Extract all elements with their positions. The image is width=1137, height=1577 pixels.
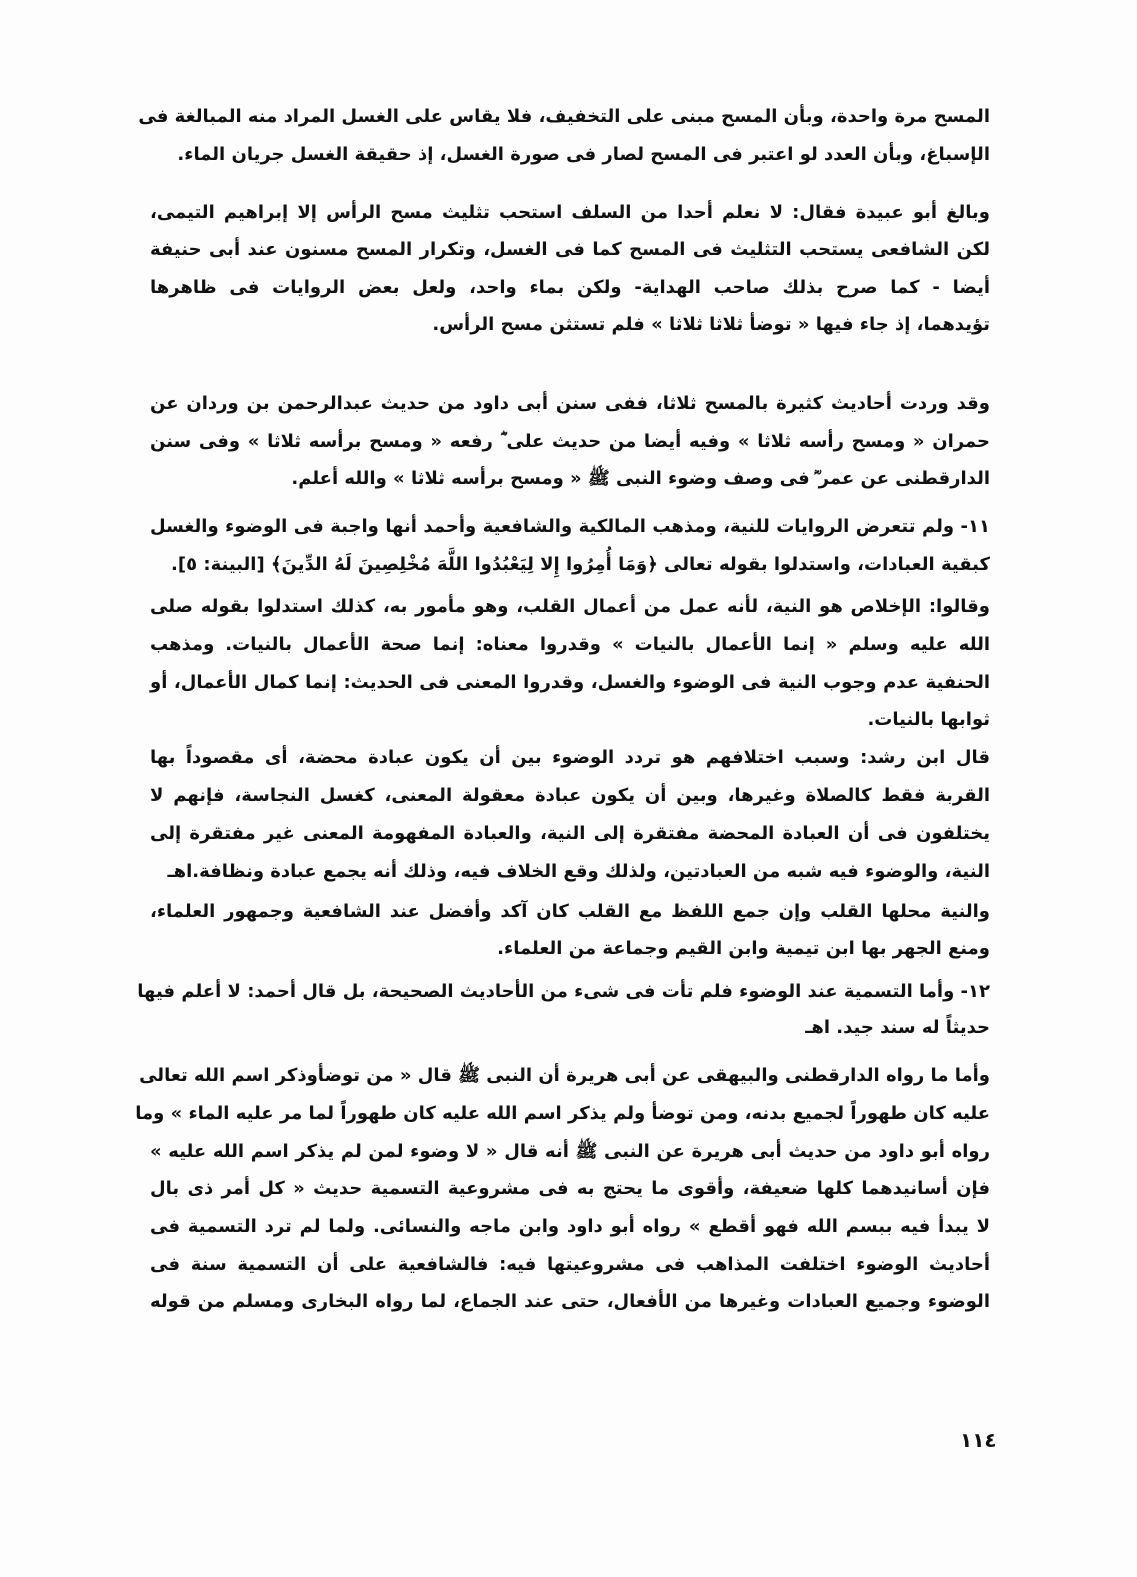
text-line: الله عليه وسلم « إنما الأعمال بالنيات » وقدروا معناه: إنما صحة الأعمال بالنيات. ومذهب [150,634,990,655]
text-line: والنية محلها القلب وإن جمع اللفظ مع القلب كان آكد وأفضل عند الشافعية وجمهور العلماء، [150,901,990,922]
text-line: الحنفية عدم وجوب النية فى الوضوء والغسل، وقدروا المعنى فى الحديث: إنما كمال الأعمال، أو [150,672,990,693]
text-span: كبقية العبادات، واستدلوا بقوله تعالى [664,554,990,575]
text-line: النية، والوضوء فيه شبه من العبادتين، ولذلك وقع الخلاف فيه، وذلك أنه يجمع عبادة ونظافة.اهـ [167,861,990,882]
text-line: لا يبدأ فيه ببسم الله فهو أقطع » رواه أبو داود وابن ماجه والنسائى. ولما لم ترد التسمية فى [150,1216,990,1237]
numbered-item-12-line: ١٢- وأما التسمية عند الوضوء فلم تأت فى شىء من الأحاديث الصحيحة، بل قال أحمد: لا أعلم فيها [137,981,990,1002]
text-line: المسح مرة واحدة، وبأن المسح مبنى على التخفيف، فلا يقاس على الغسل المراد منه المبالغة فى [138,106,990,127]
text-line: عليه كان طهوراً لجميع بدنه، ومن توضأ ولم يذكر اسم الله عليه كان طهوراً لما مر عليه الماء » وما [135,1103,990,1124]
quran-verse: ﴿وَمَا أُمِرُوا إِلا لِيَعْبُدُوا اللَّهَ مُخْلِصِينَ لَهُ الدِّينَ﴾ [270,554,658,575]
quran-reference: [البينة: ٥]. [171,554,265,575]
page-number: ١١٤ [960,1428,997,1452]
text-line: تؤيدهما، إذ جاء فيها « توضأ ثلاثا ثلاثا » فلم تستثن مسح الرأس. [432,314,990,335]
text-line: وبالغ أبو عبيدة فقال: لا نعلم أحدا من السلف استحب تثليث مسح الرأس إلا إبراهيم التيمى، [150,202,990,223]
text-line: وقالوا: الإخلاص هو النية، لأنه عمل من أعمال القلب، وهو مأمور به، كذلك استدلوا بقوله صلى [150,596,990,617]
text-line: الإسباغ، وبأن العدد لو اعتبر فى المسح لصار فى صورة الغسل، إذ حقيقة الغسل جريان الماء. [177,144,990,165]
text-line: الوضوء وجميع العبادات وغيرها من الأفعال، حتى عند الجماع، لما رواه البخارى ومسلم من قوله [150,1291,990,1312]
text-line: قال ابن رشد: وسبب اختلافهم هو تردد الوضوء بين أن يكون عبادة محضة، أى مقصوداً بها [150,747,990,768]
text-line: الدارقطنى عن عمر ؓ فى وصف وضوء النبى ﷺ « ومسح برأسه ثلاثا » والله أعلم. [291,468,990,489]
text-line: أحاديث الوضوء اختلفت المذاهب فى مشروعيتها فيه: فالشافعية على أن التسمية سنة فى [150,1254,990,1275]
numbered-item-11-line: ١١- ولم تتعرض الروايات للنية، ومذهب المالكية والشافعية وأحمد أنها واجبة فى الوضوء والغسل [150,516,990,537]
text-line: حمران « ومسح رأسه ثلاثا » وفيه أيضا من حديث على ؓ رفعه « ومسح برأسه ثلاثا » وفى سنن [150,431,990,452]
text-line: ثوابها بالنيات. [867,709,990,730]
text-line: ومنع الجهر بها ابن تيمية وابن القيم وجماعة من العلماء. [497,938,990,959]
text-line: يختلفون فى أن العبادة المحضة مفتقرة إلى النية، والعبادة المفهومة المعنى غير مفتقرة إلى [150,823,990,844]
text-line: رواه أبو داود من حديث أبى هريرة عن النبى ﷺ أنه قال « لا وضوء لمن لم يذكر اسم الله عليه » [150,1141,990,1162]
text-line: القربة فقط كالصلاة وغيرها، وبين أن يكون عبادة معقولة المعنى، كغسل النجاسة، فإنهم لا [150,785,990,806]
text-line: فإن أسانيدهما كلها ضعيفة، وأقوى ما يحتج به فى مشروعية التسمية حديث « كل أمر ذى بال [150,1178,990,1199]
text-line: وقد وردت أحاديث كثيرة بالمسح ثلاثا، ففى سنن أبى داود من حديث عبدالرحمن بن وردان عن [150,393,990,414]
text-line: لكن الشافعى يستحب التثليث فى المسح كما فى الغسل، وتكرار المسح مسنون عند أبى حنيفة [150,239,990,260]
text-line: أيضا - كما صرح بذلك صاحب الهداية- ولكن بماء واحد، ولعل بعض الروايات فى ظاهرها [150,277,990,298]
text-line [150,546,990,584]
text-line: وأما ما رواه الدارقطنى والبيهقى عن أبى هريرة أن النبى ﷺ قال « من توضأوذكر اسم الله تعالى [139,1065,990,1086]
text-line: حديثاً له سند جيد. اهـ [805,1017,990,1038]
